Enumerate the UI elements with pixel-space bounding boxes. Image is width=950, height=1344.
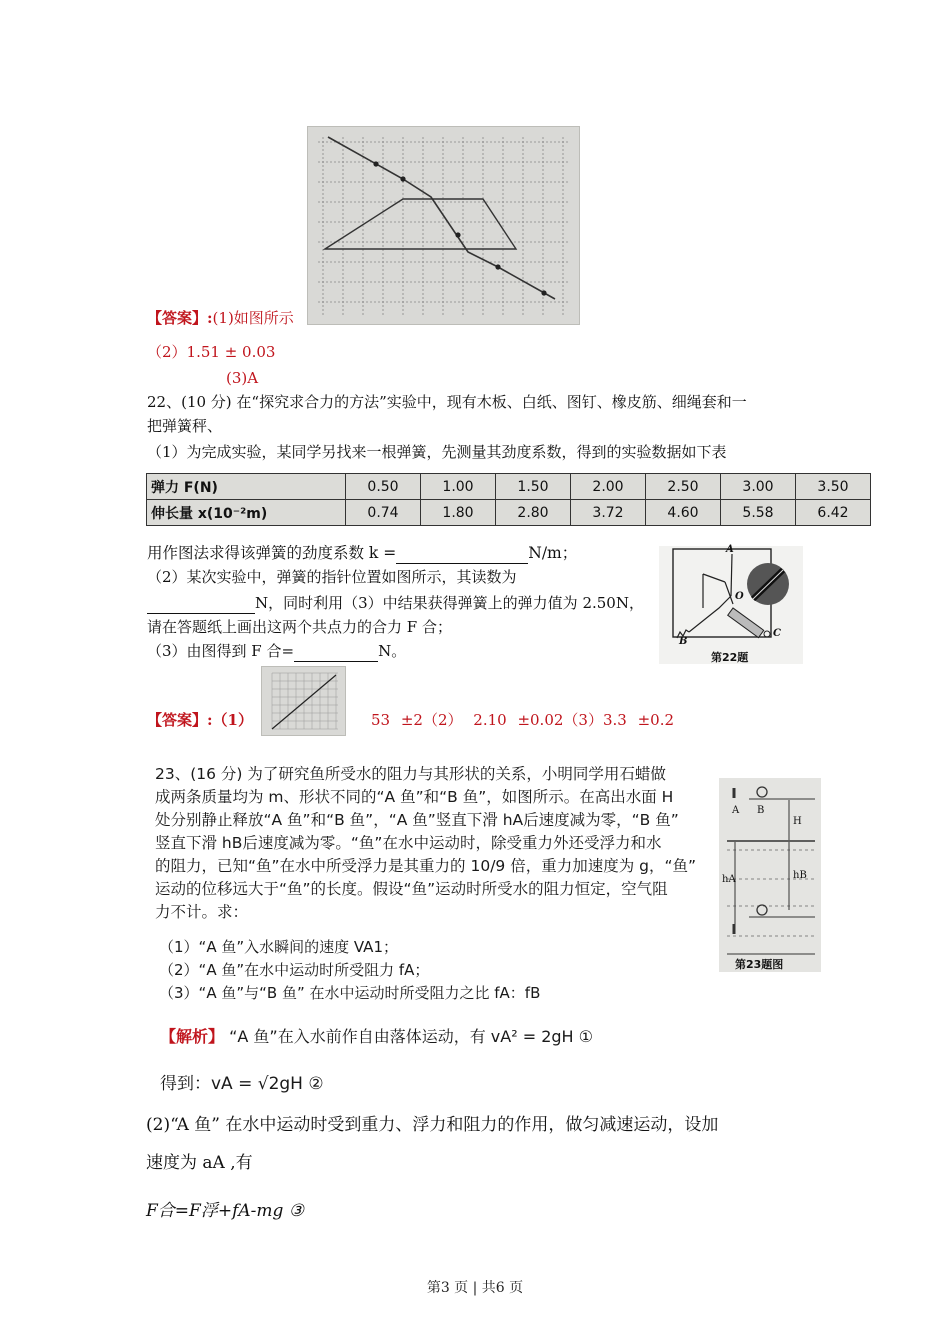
q22-head-line1: 22、(10 分) 在“探究求合力的方法”实验中，现有木板、白纸、图钉、橡皮筋、细绳套和一 <box>147 393 747 411</box>
q22-sub2c: 请在答题纸上画出这两个共点力的合力 F 合； <box>147 618 452 636</box>
q22-answer-graph <box>261 666 346 736</box>
q23-line: 处分别静止释放“A 鱼”和“B 鱼”，“A 鱼”竖直下滑 hA后速度减为零，“B 鱼” <box>155 811 679 829</box>
answer-blank <box>147 597 255 614</box>
q23-stem <box>155 763 696 924</box>
table-cell: 1.50 <box>496 474 571 500</box>
fig-label: O <box>735 591 744 602</box>
table-row <box>147 500 871 526</box>
q22-sub1: （1）为完成实验，某同学另找来一根弹簧，先测量其劲度系数，得到的实验数据如下表 <box>147 443 727 461</box>
table-cell: 3.50 <box>796 474 871 500</box>
q23-line: 运动的位移远大于“鱼”的长度。假设“鱼”运动时所受水的阻力恒定，空气阻 <box>155 880 668 898</box>
q22-sub3-line <box>147 640 406 662</box>
table-cell: 3.00 <box>721 474 796 500</box>
q23-fish-figure <box>719 778 821 972</box>
analysis-label: 【解析】 <box>160 1027 225 1046</box>
q21-answer-part2: （2）1.51 ± 0.03 <box>147 343 276 361</box>
q22-k-line <box>147 542 577 564</box>
q22-sub2-line2 <box>147 592 644 614</box>
q22-sub2a: （2）某次实验中，弹簧的指针位置如图所示，其读数为 <box>147 568 517 586</box>
table-cell: 4.60 <box>646 500 721 526</box>
fig-label: A <box>732 805 740 816</box>
q21-graph-svg <box>308 127 579 324</box>
q23-item: （1）“A 鱼”入水瞬间的速度 VA1； <box>159 938 398 956</box>
table-cell: 3.72 <box>571 500 646 526</box>
q22-k-line-b: N/m； <box>528 544 578 562</box>
fig-label: A <box>726 544 734 555</box>
fig-label: H <box>793 816 802 827</box>
q23-item: （2）“A 鱼”在水中运动时所受阻力 fA； <box>159 961 430 979</box>
q23-analysis-line <box>160 1025 593 1048</box>
q23-line: 力不计。求： <box>155 903 249 921</box>
q23-line: 竖直下滑 hB后速度减为零。“鱼”在水中运动时，除受重力外还受浮力和水 <box>155 834 662 852</box>
table-cell: 2.50 <box>646 474 721 500</box>
q22-sub3b: N。 <box>378 642 407 660</box>
fig-label: hA <box>722 874 736 885</box>
q21-answer-part1: (1)如图所示 <box>212 309 294 327</box>
q21-answer-line1 <box>147 307 294 329</box>
q21-graph-figure <box>307 126 580 325</box>
table-cell: 2.80 <box>496 500 571 526</box>
q22-sub3a: （3）由图得到 F 合= <box>147 642 295 660</box>
fig-label: C <box>773 628 781 639</box>
q23-analysis-text: “A 鱼”在入水前作自由落体运动，有 vA² = 2gH ① <box>229 1027 594 1046</box>
table-row-label: 弹力 F(N) <box>147 474 346 500</box>
q22-k-line-a: 用作图法求得该弹簧的劲度系数 k = <box>147 544 397 562</box>
table-cell: 6.42 <box>796 500 871 526</box>
q22-head-line2: 把弹簧秤、 <box>147 417 223 435</box>
answer-blank <box>294 645 378 662</box>
table-cell: 1.00 <box>421 474 496 500</box>
spring-data-table <box>146 473 871 526</box>
q23-line: 成两条质量均为 m、形状不同的“A 鱼”和“B 鱼”，如图所示。在高出水面 H <box>155 788 674 806</box>
q23-part2-line2: 速度为 aA ,有 <box>146 1153 253 1173</box>
q21-answer-part3: (3)A <box>226 369 259 387</box>
q23-line: 23、(16 分) 为了研究鱼所受水的阻力与其形状的关系，小明同学用石蜡做 <box>155 765 666 783</box>
table-cell: 0.74 <box>346 500 421 526</box>
page-footer: 第3 页 | 共6 页 <box>426 1280 524 1296</box>
table-cell: 5.58 <box>721 500 796 526</box>
spring-data-table-wrap <box>146 473 871 526</box>
q23-result: 得到：vA = √2gH ② <box>160 1074 324 1094</box>
fig-label: hB <box>793 870 807 881</box>
table-cell: 2.00 <box>571 474 646 500</box>
q23-formula: F合=F浮+fA-mg ③ <box>146 1201 305 1221</box>
q22-fig-caption: 第22题 <box>711 651 749 664</box>
q22-apparatus-figure <box>659 546 803 664</box>
table-cell: 1.80 <box>421 500 496 526</box>
q22-answer-rest: 53 ±2（2） 2.10 ±0.02（3）3.3 ±0.2 <box>371 711 675 729</box>
answer-blank <box>396 547 528 564</box>
fig-label: B <box>679 636 688 647</box>
q23-items <box>159 936 540 1005</box>
q23-fig-caption: 第23题图 <box>735 958 784 971</box>
q22-sub2b: N，同时利用（3）中结果获得弹簧上的弹力值为 2.50N， <box>255 594 644 612</box>
answer-label: 【答案】: <box>147 309 213 327</box>
q23-line: 的阻力，已知“鱼”在水中所受浮力是其重力的 10/9 倍，重力加速度为 g，“鱼” <box>155 857 697 875</box>
table-row <box>147 474 871 500</box>
q22-answer-label: 【答案】:（1） <box>147 711 253 729</box>
table-row-label: 伸长量 x(10⁻²m) <box>147 500 346 526</box>
table-cell: 0.50 <box>346 474 421 500</box>
q23-item: （3）“A 鱼”与“B 鱼” 在水中运动时所受阻力之比 fA：fB <box>159 984 541 1002</box>
fig-label: B <box>757 805 765 816</box>
q22-answer-graph-svg <box>262 667 345 735</box>
q23-part2-line1: (2)“A 鱼” 在水中运动时受到重力、浮力和阻力的作用，做匀减速运动，设加 <box>146 1115 719 1135</box>
